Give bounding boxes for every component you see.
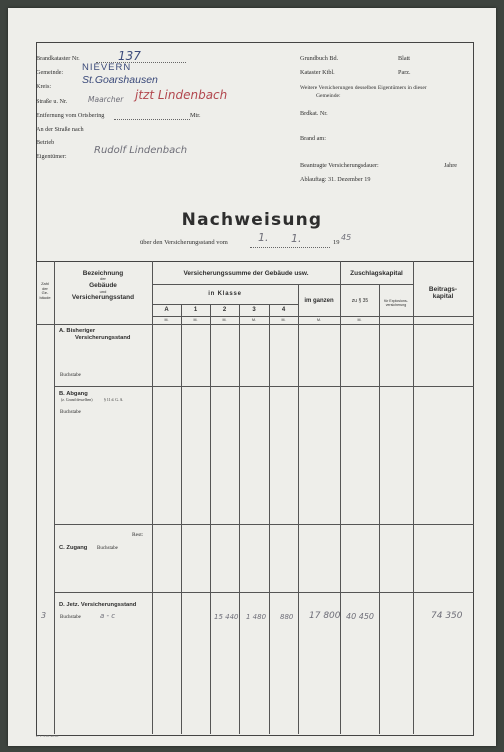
unit-2: M. [222,318,227,322]
section-b-buchstabe: Buchstabe [60,410,81,415]
zuschlagskapital-header: Zuschlagskapital [350,270,403,277]
weitere-line1: Weitere Versicherungen desselben Eigentümers in dieser [300,85,427,91]
strasse-value-1: Maarcher [88,95,124,104]
jahre-label: Jahre [444,162,458,169]
parz-label: Parz. [398,69,411,76]
eigentuemer-label: Eigentümer: [36,153,67,160]
kreis-value: St.Goarshausen [82,74,158,86]
dauer-label: Beantragte Versicherungsdauer: [300,162,379,169]
unit-zu-s35: M. [357,318,362,322]
section-b-paragraph: § 11 d. G. A. [104,398,124,402]
in-klasse-header: in Klasse [208,291,242,297]
gemeinde-label: Gemeinde: [36,69,64,76]
unit-im-ganzen: M. [317,318,321,322]
date-month: 1. [291,232,302,245]
row-d-klasse-3: 1 480 [246,613,267,621]
title-subline: über den Versicherungsstand vom [140,239,228,246]
date-day: 1. [258,231,269,244]
row-d-im-ganzen: 17 800 [309,611,341,621]
unit-3: M. [252,318,256,322]
eigentuemer-value: Rudolf Lindenbach [94,145,188,156]
form-sheet [8,8,496,746]
klasse-2: 2 [222,307,227,313]
unit-4: M. [281,318,286,322]
zu-s35-header: zu § 35 [351,298,369,304]
gemeinde-value: NIEVERN [82,62,132,73]
row-d-klasse-2: 15 440 [214,613,239,621]
row-d-klasse-4: 880 [280,613,294,621]
section-d-buchstabe: Buchstabe [60,615,81,620]
rest-label: Rest: [132,532,144,538]
explosion-header: für Explosions-versicherung [384,299,408,308]
footer-code: Z. 1. 238. 40/00 [36,734,59,738]
section-c-buchstabe: Buchstabe [97,546,118,551]
kreis-label: Kreis: [36,83,52,90]
klasse-3: 3 [252,307,256,313]
an-strasse-label: An der Straße nach [36,126,84,133]
section-b-label: B. Abgang [59,391,88,397]
entfernung-unit: Mtr. [190,112,201,119]
blatt-label: Blatt [398,55,411,62]
ablauftag-label: Ablauftag: 31. Dezember 19 [300,176,371,183]
weitere-line2: Gemeinde: [316,93,341,99]
brand-label: Brand am: [300,135,326,142]
col-bezeichnung-header: Bezeichnung der Gebäude und Versicherungsstand [71,270,135,302]
im-ganzen-header: im ganzen [304,298,334,304]
row-d-beitrag: 74 350 [431,611,463,621]
strasse-label: Straße u. Nr. [36,98,68,105]
date-year-suffix: 45 [341,233,352,242]
grundbuch-label: Grundbuch Bd. [300,55,339,62]
betrieb-label: Betrieb [36,139,55,146]
entfernung-label: Entfernung vom Ortsbering [36,112,105,119]
beitragskapital-header: Beitrags-kapital [428,286,458,301]
brandkataster-label: Brandkataster Nr. [36,55,80,62]
brandkataster-value: 137 [118,49,141,63]
section-a-label: A. Bisheriger Versicherungsstand [59,328,131,341]
klasse-4: 4 [281,307,286,313]
page-title: Nachweisung [181,210,323,230]
strasse-value-2: jtzt Lindenbach [135,88,228,102]
versicherungssumme-header: Versicherungssumme der Gebäude usw. [183,270,309,277]
row-d-buchstabe-value: a - c [100,612,116,620]
date-year-prefix: 19 [333,239,340,246]
section-c-label: C. Zugang [59,545,88,551]
klasse-a: A [164,307,169,313]
col-zahl-header: Zahl der Ge- bäude [39,281,51,300]
unit-a: M. [164,318,169,322]
klasse-1: 1 [193,307,198,313]
kataster-label: Kataster Ktbl. [300,69,335,76]
row-d-zu-s35: 40 450 [346,612,374,621]
row-d-zahl: 3 [41,611,47,620]
section-a-buchstabe: Buchstabe [60,373,81,378]
section-d-label: D. Jetz. Versicherungsstand [59,602,137,608]
brdkat-label: Brdkat. Nr. [300,110,328,117]
unit-1: M. [193,318,198,322]
section-b-note: (z. Grund desselben) [61,398,93,402]
